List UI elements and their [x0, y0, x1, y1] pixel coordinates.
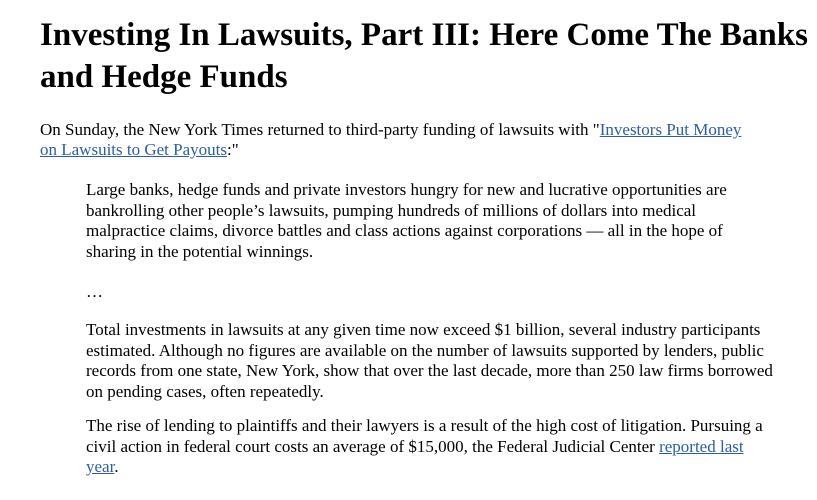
intro-paragraph [40, 120, 760, 160]
blockquote-paragraph-3 [86, 416, 776, 478]
article-title: Investing In Lawsuits, Part III: Here Come The Banks and Hedge Funds [40, 17, 808, 95]
nyt-article-link[interactable]: Investors Put Money on Lawsuits to Get Payouts [40, 120, 742, 159]
blockquote-paragraph-1: Large banks, hedge funds and private investors hungry for new and lucrative opportunities are bankrolling other people’s lawsuits, pumping hundreds of millions of dollars into medical malpractice claims, divorce battles and class actions against corporations — all in the hope of sharing in the potential winnings. [86, 180, 727, 261]
quote-3-text-before: The rise of lending to plaintiffs and their lawyers is a result of the high cost of litigation. Pursuing a civil action in federal court costs an average of $15,000, the Federal Judicial Center [86, 416, 763, 456]
quote-3-text-after: . [114, 457, 119, 476]
blockquote-ellipsis: … [86, 282, 103, 301]
reported-last-year-link[interactable]: reported last year [86, 436, 744, 476]
intro-text-after: :" [227, 140, 239, 159]
intro-text-before: On Sunday, the New York Times returned to third-party funding of lawsuits with " [40, 120, 600, 139]
blockquote-paragraph-2: Total investments in lawsuits at any given time now exceed $1 billion, several industry participants estimated. Although no figures are available on the number of lawsuits supported by lenders, public records from one state, New York, show that over the last decade, more than 250 law firms borrowed on pending cases, often repeatedly. [86, 320, 773, 401]
